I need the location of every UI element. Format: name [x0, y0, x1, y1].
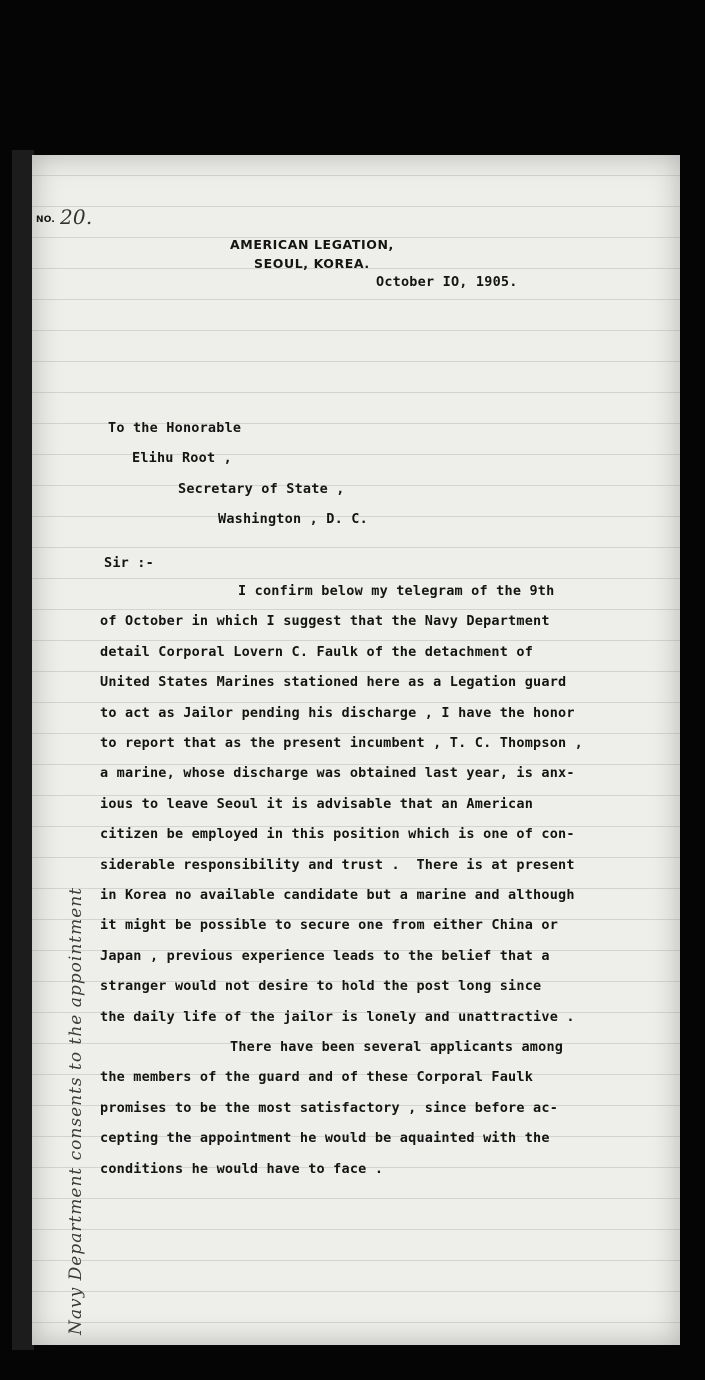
rule-line — [32, 640, 680, 641]
body-line: it might be possible to secure one from either China or — [100, 917, 559, 934]
address-line-3: Secretary of State , — [178, 481, 345, 497]
rule-line — [32, 206, 680, 207]
body-line: detail Corporal Lovern C. Faulk of the detachment of — [100, 643, 534, 660]
rule-line — [32, 1291, 680, 1292]
document-number: 20. — [60, 205, 93, 229]
rule-line — [32, 361, 680, 362]
address-line-2: Elihu Root , — [132, 450, 232, 466]
body-line: the daily life of the jailor is lonely and unattractive . — [100, 1008, 575, 1025]
margin-handwritten-note: Navy Department consents to the appointment — [66, 886, 86, 1335]
letter-date: October IO, 1905. — [376, 274, 518, 290]
rule-line — [32, 485, 680, 486]
rule-line — [32, 1322, 680, 1323]
body-line: United States Marines stationed here as a Legation guard — [100, 674, 567, 691]
body-line: cepting the appointment he would be aquainted with the — [100, 1130, 550, 1147]
rule-line — [32, 733, 680, 734]
salutation: Sir :- — [104, 555, 154, 571]
letterhead-line-2: SEOUL, KOREA. — [254, 256, 370, 271]
rule-line — [32, 547, 680, 548]
body-line: siderable responsibility and trust . There is at present — [100, 856, 575, 873]
rule-line — [32, 392, 680, 393]
body-line: I confirm below my telegram of the 9th — [238, 583, 555, 599]
rule-line — [32, 671, 680, 672]
body-line: promises to be the most satisfactory , since before ac- — [100, 1099, 559, 1116]
address-line-4: Washington , D. C. — [218, 511, 368, 527]
body-line: stranger would not desire to hold the post long since — [100, 978, 542, 995]
rule-line — [32, 609, 680, 610]
page-edge-shadow — [12, 150, 34, 1350]
letterhead-line-1: AMERICAN LEGATION, — [230, 237, 394, 252]
body-line: citizen be employed in this position which is one of con- — [100, 826, 575, 843]
rule-line — [32, 1198, 680, 1199]
body-line: Japan , previous experience leads to the belief that a — [100, 947, 550, 964]
body-line: There have been several applicants among — [230, 1039, 564, 1055]
number-label: NO. — [36, 215, 56, 225]
body-line: to report that as the present incumbent , T. C. Thompson , — [100, 735, 584, 751]
rule-line — [32, 299, 680, 300]
rule-line — [32, 1260, 680, 1261]
rule-line — [32, 1229, 680, 1230]
rule-line — [32, 175, 680, 176]
letter-page — [32, 155, 680, 1345]
body-line: ious to leave Seoul it is advisable that an American — [100, 795, 534, 812]
address-line-1: To the Honorable — [108, 420, 242, 436]
rule-line — [32, 454, 680, 455]
body-line: to act as Jailor pending his discharge , I have the honor — [100, 704, 575, 721]
rule-line — [32, 702, 680, 703]
body-line: in Korea no available candidate but a marine and although — [100, 887, 575, 903]
body-line: a marine, whose discharge was obtained last year, is anx- — [100, 765, 575, 782]
rule-line — [32, 330, 680, 331]
rule-line — [32, 578, 680, 579]
body-line: the members of the guard and of these Corporal Faulk — [100, 1069, 534, 1086]
body-line: of October in which I suggest that the Navy Department — [100, 613, 550, 630]
body-line: conditions he would have to face . — [100, 1160, 384, 1177]
